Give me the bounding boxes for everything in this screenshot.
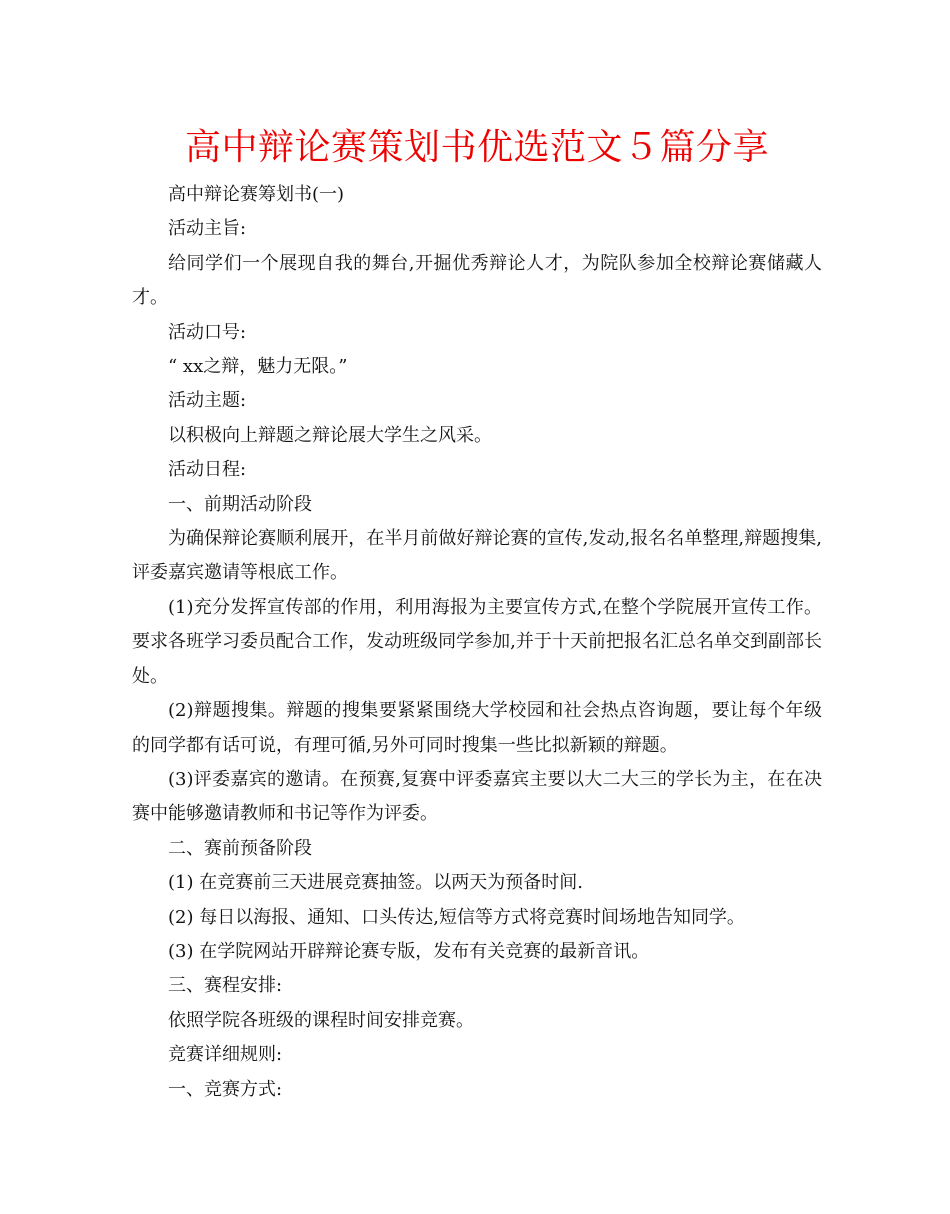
paragraph: 活动日程: [168,459,247,481]
paragraph: 二、赛前预备阶段 [168,837,312,859]
paragraph: 三、赛程安排: [168,975,283,997]
paragraph: “ xx之辩，魅力无限。” [168,356,348,378]
paragraph: 竞赛详细规则: [168,1044,283,1066]
paragraph: 活动主题: [168,390,247,412]
paragraph: 高中辩论赛筹划书(一) [168,184,345,205]
paragraph: 一、竞赛方式: [168,1078,283,1100]
paragraph: 一、前期活动阶段 [168,493,312,515]
paragraph: 依照学院各班级的课程时间安排竞赛。 [168,1009,474,1031]
document-title: 高中辩论赛策划书优选范文５篇分享 [184,127,769,168]
paragraph: (2)辩题搜集。辩题的搜集要紧紧围绕大学校园和社会热点咨询题，要让每个年级的同学都有话可说，有理可循,另外可同时搜集一些比拟新颖的辩题。 [132,700,822,756]
paragraph: (2) 每日以海报、通知、口头传达,短信等方式将竞赛时间场地告知同学。 [168,906,745,928]
paragraph: (3) 在学院网站开辟辩论赛专版，发布有关竞赛的最新音讯。 [168,940,650,962]
paragraph: 为确保辩论赛顺利展开，在半月前做好辩论赛的宣传,发动,报名名单整理,辩题搜集,评委嘉宾邀请等根底工作。 [132,528,822,584]
paragraph: 活动口号: [168,321,247,343]
paragraph: (1) 在竞赛前三天进展竞赛抽签。以两天为预备时间. [168,872,583,894]
document-body [132,178,822,1107]
paragraph: (3)评委嘉宾的邀请。在预赛,复赛中评委嘉宾主要以大二大三的学长为主，在在决赛中能够邀请教师和书记等作为评委。 [132,768,822,825]
paragraph: 给同学们一个展现自我的舞台,开掘优秀辩论人才，为院队参加全校辩论赛储藏人才。 [132,252,822,309]
paragraph: 活动主旨: [168,218,247,240]
paragraph: (1)充分发挥宣传部的作用，利用海报为主要宣传方式,在整个学院展开宣传工作。要求各班学习委员配合工作，发动班级同学参加,并于十天前把报名汇总名单交到副部长处。 [132,596,822,687]
paragraph: 以积极向上辩题之辩论展大学生之风采。 [168,424,492,446]
